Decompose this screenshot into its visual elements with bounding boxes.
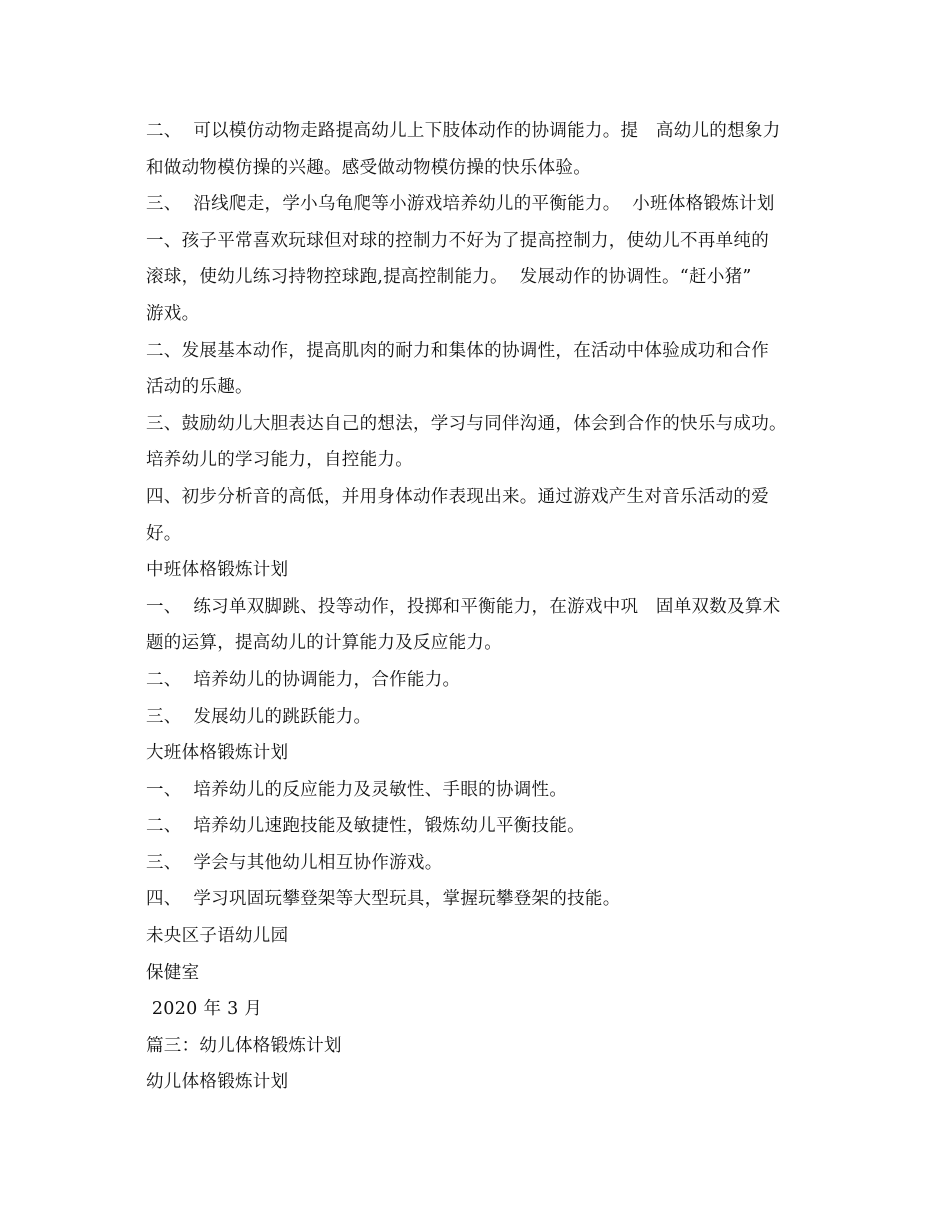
chapter-heading: 篇三：幼儿体格锻炼计划: [146, 1035, 342, 1056]
text-line-3: 三、 沿线爬走，学小乌龟爬等小游戏培养幼儿的平衡能力。 小班体格锻炼计划: [146, 194, 775, 215]
text-line-21: 三、 学会与其他幼儿相互协作游戏。: [146, 852, 443, 873]
document-body: [146, 113, 816, 1101]
text-line-16: 二、 培养幼儿的协调能力，合作能力。: [146, 669, 461, 690]
text-line-7: 二、发展基本动作，提高肌肉的耐力和集体的协调性，在活动中体验成功和合作: [146, 340, 769, 361]
text-line-15: 题的运算，提高幼儿的计算能力及反应能力。: [146, 633, 502, 654]
organization-name: 未央区子语幼儿园: [146, 926, 289, 947]
text-line-22: 四、 学习巩固玩攀登架等大型玩具，掌握玩攀登架的技能。: [146, 889, 621, 910]
text-line-2: 和做动物模仿操的兴趣。感受做动物模仿操的快乐体验。: [146, 157, 591, 178]
text-line-4: 一、孩子平常喜欢玩球但对球的控制力不好为了提高控制力，使幼儿不再单纯的: [146, 230, 769, 251]
text-line-10: 培养幼儿的学习能力，自控能力。: [146, 450, 413, 471]
text-line-5: 滚球，使幼儿练习持物控球跑,提高控制能力。 发展动作的协调性。“赶小猪”: [146, 267, 752, 288]
department-name: 保健室: [146, 962, 200, 983]
document-date: 2020 年 3 月: [146, 999, 263, 1020]
text-line-1: 二、 可以模仿动物走路提高幼儿上下肢体动作的协调能力。提 高幼儿的想象力: [146, 121, 781, 141]
document-title: 幼儿体格锻炼计划: [146, 1072, 289, 1093]
text-line-20: 二、 培养幼儿速跑技能及敏捷性，锻炼幼儿平衡技能。: [146, 816, 585, 837]
text-line-17: 三、 发展幼儿的跳跃能力。: [146, 706, 372, 727]
text-line-6: 游戏。: [146, 303, 200, 324]
text-line-19: 一、 培养幼儿的反应能力及灵敏性、手眼的协调性。: [146, 779, 568, 800]
section-heading-middle-class: 中班体格锻炼计划: [146, 560, 289, 581]
text-line-12: 好。: [146, 523, 182, 544]
text-line-14: 一、 练习单双脚跳、投等动作，投掷和平衡能力，在游戏中巩 固单双数及算术: [146, 596, 781, 617]
text-line-11: 四、初步分析音的高低，并用身体动作表现出来。通过游戏产生对音乐活动的爱: [146, 486, 769, 507]
section-heading-senior-class: 大班体格锻炼计划: [146, 743, 289, 764]
text-line-8: 活动的乐趣。: [146, 377, 253, 398]
text-line-9: 三、鼓励幼儿大胆表达自己的想法，学习与同伴沟通，体会到合作的快乐与成功。: [146, 413, 787, 434]
